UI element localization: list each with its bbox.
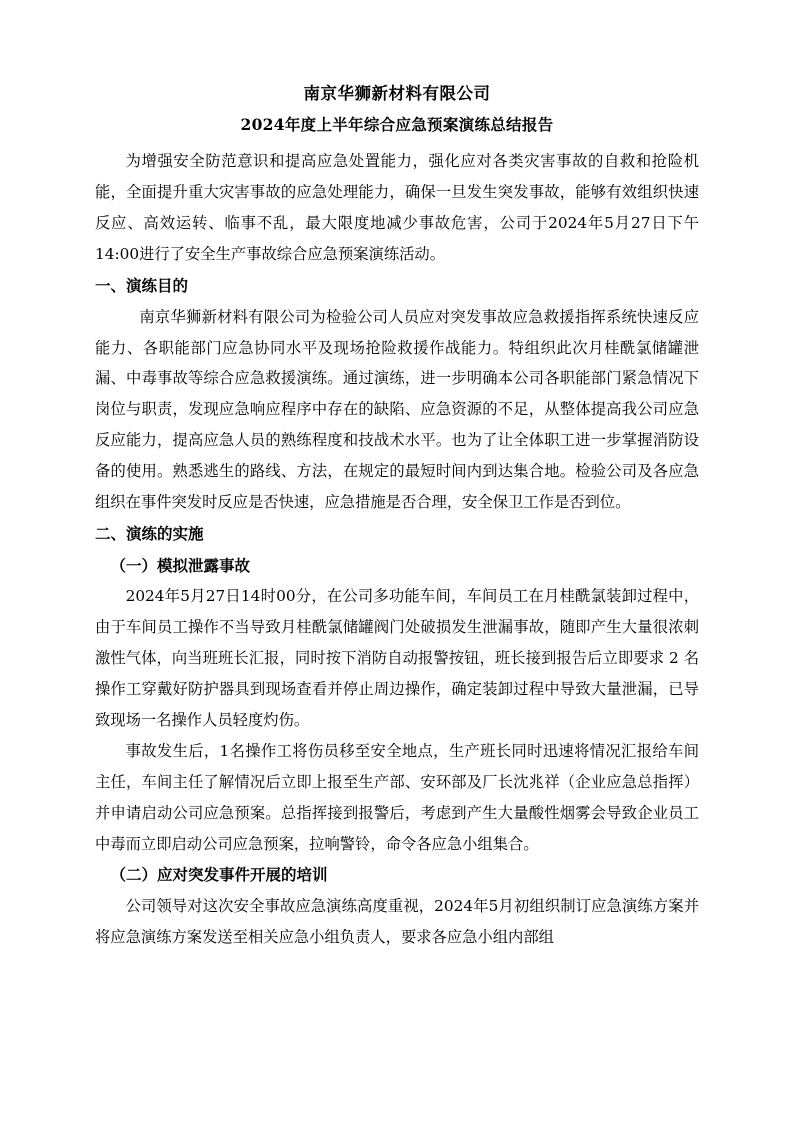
subsection-heading-2: （二）应对突发事件开展的培训 [110,865,328,885]
section-1-paragraph-1: 南京华狮新材料有限公司为检验公司人员应对突发事故应急救援指挥系统快速反应能力、各职能部门应急协同水平及现场抢险救援作战能力。特组织此次月桂酰氯储罐泄漏、中毒事故等综合应急救援演练。通过演练，进一步明确本公司各职能部门紧急情况下岗位与职责，发现应急响应程序中存在的缺陷、应急资源的不足，从整体提高我公司应急反应能力，提高应急人员的熟练程度和技战术水平。也为了让全体职工进一步掌握消防设备的使用。熟悉逃生的路线、方法，在规定的最短时间内到达集合地。检验公司及各应急组织在事件突发时反应是否快速，应急措施是否合理，安全保卫工作是否到位。 [95,307,699,512]
document-title: 南京华狮新材料有限公司 [303,84,491,103]
document-subtitle: 2024年度上半年综合应急预案演练总结报告 [240,115,554,135]
intro-paragraph: 为增强安全防范意识和提高应急处置能力，强化应对各类灾害事故的自救和抢险机能，全面提升重大灾害事故的应急处理能力，确保一旦发生突发事故，能够有效组织快速反应、高效运转、临事不乱，最大限度地减少事故危害，公司于2024年5月27日下午14:00进行了安全生产事故综合应急预案演练活动。 [95,152,699,264]
subsection-1-paragraph-1: 2024年5月27日14时00分，在公司多功能车间，车间员工在月桂酰氯装卸过程中，由于车间员工操作不当导致月桂酰氯储罐阀门处破损发生泄漏事故，随即产生大量很浓刺激性气体，向当班班长汇报，同时按下消防自动报警按钮，班长接到报告后立即要求 2 名操作工穿戴好防护器具到现场查看并停止周边操作，确定装卸过程中导致大量泄漏，已导致现场一名操作人员轻度灼伤。 [95,587,699,729]
subsection-heading-1: （一）模拟泄露事故 [110,555,251,575]
section-heading-2: 二、演练的实施 [95,523,204,543]
section-heading-1: 一、演练目的 [95,275,189,295]
subsection-1-paragraph-2: 事故发生后，1名操作工将伤员移至安全地点，生产班长同时迅速将情况汇报给车间主任，车间主任了解情况后立即上报至生产部、安环部及厂长沈兆祥（企业应急总指挥）并申请启动公司应急预案。总指挥接到报警后，考虑到产生大量酸性烟雾会导致企业员工中毒而立即启动公司应急预案，拉响警铃，命令各应急小组集合。 [95,741,699,853]
subsection-2-paragraph-1: 公司领导对这次安全事故应急演练高度重视，2024年5月初组织制订应急演练方案并将应急演练方案发送至相关应急小组负责人，要求各应急小组内部组 [95,897,699,947]
